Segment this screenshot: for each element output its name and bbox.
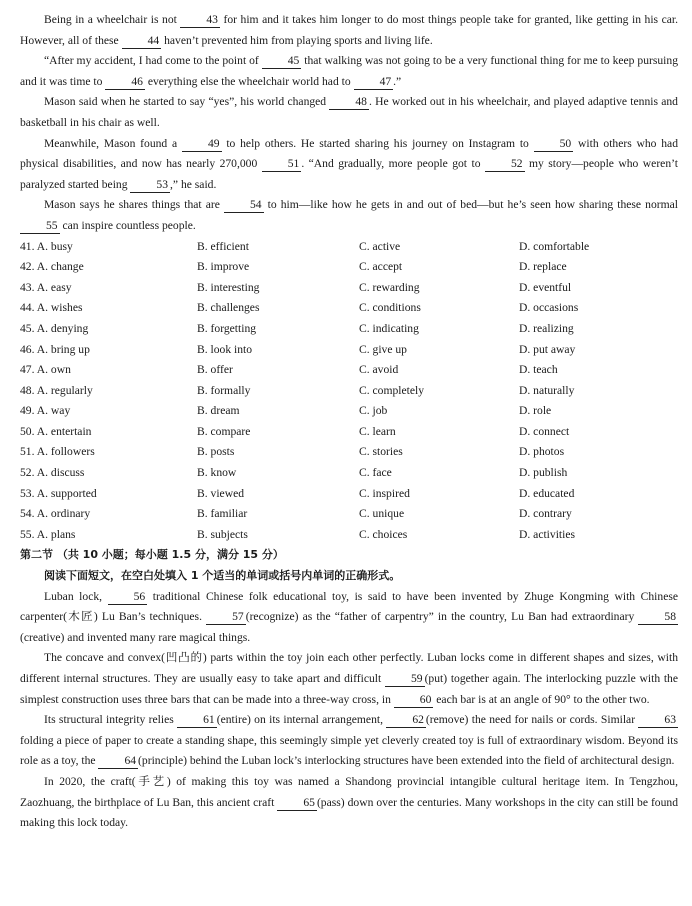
option-choice[interactable]: C. job [359, 404, 388, 418]
option-choice[interactable]: C. stories [359, 445, 403, 459]
option-choice[interactable]: C. give up [359, 342, 407, 356]
option-choice[interactable]: D. connect [519, 424, 570, 438]
option-choice[interactable]: B. look into [197, 342, 253, 356]
paragraph: In 2020, the craft(手艺) of making this toy was named a Shandong provincial intangible cultural heritage item. In Tengzhou, Zaozhuang, the birthplace of Lu Ban, this ancient craft 65 (pass) down over the centuries. Many workshops in the city can still be found making this lock today. [20, 774, 678, 830]
option-choice[interactable]: C. unique [359, 507, 405, 521]
option-choice[interactable]: 41. A. busy [20, 239, 73, 253]
option-choice[interactable]: C. indicating [359, 321, 419, 335]
option-choice[interactable]: B. offer [197, 363, 233, 377]
option-choice[interactable]: D. replace [519, 260, 567, 274]
option-choice[interactable]: B. formally [197, 383, 251, 397]
paragraph: “After my accident, I had come to the point of 45 that walking was not going to be a very functional thing for me to keep pursuing and it was time to 46 everything else the wheelchair world had to 47 .” [20, 54, 678, 88]
option-choice[interactable]: 50. A. entertain [20, 424, 92, 438]
answer-blank[interactable]: 51 [262, 157, 302, 172]
option-choice[interactable]: 43. A. easy [20, 280, 72, 294]
option-choice[interactable]: B. know [197, 466, 237, 480]
option-choice[interactable]: B. improve [197, 260, 250, 274]
answer-blank[interactable]: 54 [224, 198, 264, 213]
option-choice[interactable]: B. efficient [197, 239, 249, 253]
answer-blank[interactable]: 59 [385, 672, 425, 687]
option-choice[interactable]: D. teach [519, 363, 558, 377]
paragraph: Meanwhile, Mason found a 49 to help others. He started sharing his journey on Instagram to 50 with others who had physical disabilities, and now has nearly 270,000 51 . “And gradually, more people got to 52 my story—people who weren’t paralyzed started being 53 ,” he said. [20, 136, 679, 191]
option-choice[interactable]: D. eventful [519, 280, 572, 294]
answer-blank[interactable]: 50 [534, 137, 574, 152]
answer-blank[interactable]: 49 [182, 137, 222, 152]
option-choice[interactable]: C. rewarding [359, 280, 420, 294]
option-choice[interactable]: B. subjects [197, 527, 248, 541]
answer-blank[interactable]: 61 [177, 713, 217, 728]
options-grid [20, 237, 678, 546]
answer-blank[interactable]: 60 [394, 693, 434, 708]
section-instruction: 阅读下面短文，在空白处填入 1 个适当的单词或括号内单词的正确形式。 [44, 569, 401, 583]
paragraph: Luban lock, 56 traditional Chinese folk educational toy, is said to have been invented by Zhuge Kongming with Chinese carpenter(木匠) Lu Ban’s techniques. 57 (recognize) as the “father of carpentry” in the country, Lu Ban had extraordinary 58(creative) and invented many rare magical things. [20, 589, 678, 644]
option-choice[interactable]: 53. A. supported [20, 486, 97, 500]
answer-blank[interactable]: 48 [329, 95, 369, 110]
option-choice[interactable]: 51. A. followers [20, 445, 95, 459]
option-choice[interactable]: 55. A. plans [20, 527, 76, 541]
option-choice[interactable]: C. active [359, 239, 401, 253]
paragraph: The concave and convex(凹凸的) parts within the toy join each other perfectly. Luban locks come in different shapes and sizes, with different internal structures. They are usually easy to take apart and difficult 59 (put) together again. The interlocking puzzle with the simplest construction uses three bars that can be made into a three-way cross, in 60 each bar is at an angle of 90° to the other two. [20, 651, 678, 706]
option-choice[interactable]: D. naturally [519, 383, 575, 397]
answer-blank[interactable]: 52 [485, 157, 525, 172]
grammar-passage [20, 587, 678, 834]
option-choice[interactable]: B. forgetting [197, 321, 257, 335]
option-choice[interactable]: 48. A. regularly [20, 383, 93, 397]
answer-blank[interactable]: 47 [354, 75, 394, 90]
answer-blank[interactable]: 46 [105, 75, 145, 90]
section-heading: 第二节 （共 10 小题；每小题 1.5 分，满分 15 分） [20, 548, 284, 562]
option-choice[interactable]: 46. A. bring up [20, 342, 90, 356]
option-choice[interactable]: C. face [359, 466, 392, 480]
option-choice[interactable]: B. posts [197, 445, 235, 459]
paragraph: Mason said when he started to say “yes”, his world changed 48 . He worked out in his wheelchair, and played adaptive tennis and basketball in his chair as well. [20, 95, 678, 129]
answer-blank[interactable]: 62 [386, 713, 426, 728]
option-choice[interactable]: D. publish [519, 466, 568, 480]
option-choice[interactable]: D. role [519, 404, 552, 418]
answer-blank[interactable]: 55 [20, 219, 60, 234]
option-choice[interactable]: C. completely [359, 383, 425, 397]
option-choice[interactable]: D. educated [519, 486, 575, 500]
option-choice[interactable]: D. comfortable [519, 239, 590, 253]
option-choice[interactable]: D. realizing [519, 321, 574, 335]
option-choice[interactable]: C. accept [359, 260, 403, 274]
option-choice[interactable]: D. contrary [519, 507, 572, 521]
answer-blank[interactable]: 45 [262, 54, 302, 69]
option-choice[interactable]: B. viewed [197, 486, 245, 500]
option-choice[interactable]: 45. A. denying [20, 321, 89, 335]
option-choice[interactable]: D. put away [519, 342, 576, 356]
answer-blank[interactable]: 43 [180, 13, 220, 28]
option-choice[interactable]: 52. A. discuss [20, 466, 85, 480]
option-choice[interactable]: C. inspired [359, 486, 410, 500]
option-choice[interactable]: B. familiar [197, 507, 248, 521]
option-choice[interactable]: D. photos [519, 445, 565, 459]
option-choice[interactable]: 42. A. change [20, 260, 84, 274]
option-choice[interactable]: C. avoid [359, 363, 399, 377]
option-choice[interactable]: B. dream [197, 404, 240, 418]
answer-blank[interactable]: 58 [638, 610, 678, 625]
option-choice[interactable]: D. occasions [519, 301, 579, 315]
option-choice[interactable]: C. conditions [359, 301, 421, 315]
answer-blank[interactable]: 56 [108, 590, 148, 605]
cloze-passage [20, 10, 678, 237]
option-choice[interactable]: C. choices [359, 527, 408, 541]
option-choice[interactable]: 47. A. own [20, 363, 71, 377]
option-choice[interactable]: 54. A. ordinary [20, 507, 91, 521]
answer-blank[interactable]: 57 [206, 610, 246, 625]
option-choice[interactable]: 44. A. wishes [20, 301, 83, 315]
answer-blank[interactable]: 53 [130, 178, 170, 193]
option-choice[interactable]: C. learn [359, 424, 396, 438]
answer-blank[interactable]: 64 [98, 754, 138, 769]
option-choice[interactable]: B. interesting [197, 280, 260, 294]
paragraph: Mason says he shares things that are 54 to him—like how he gets in and out of bed—but he’s seen how sharing these normal 55 can inspire countless people. [20, 195, 678, 236]
option-choice[interactable]: 49. A. way [20, 404, 71, 418]
paragraph: Its structural integrity relies 61 (entire) on its internal arrangement, 62 (remove) the need for nails or cords. Similar 63 folding a piece of paper to create a standing shape, this seemingly simple yet cleverly created toy is full of extraordinary wisdom. Beyond its role as a toy, the 64 (principle) behind the Luban lock’s interlocking structures have been extended into the field of architectural design. [20, 713, 678, 768]
option-choice[interactable]: D. activities [519, 527, 576, 541]
answer-blank[interactable]: 63 [638, 713, 678, 728]
answer-blank[interactable]: 65 [277, 796, 317, 811]
option-choice[interactable]: B. compare [197, 424, 251, 438]
option-choice[interactable]: B. challenges [197, 301, 260, 315]
paragraph: Being in a wheelchair is not 43 for him and it takes him longer to do most things people take for granted, like getting in his car. However, all of these 44 haven’t prevented him from playing sports and living life. [20, 13, 678, 47]
answer-blank[interactable]: 44 [122, 34, 162, 49]
